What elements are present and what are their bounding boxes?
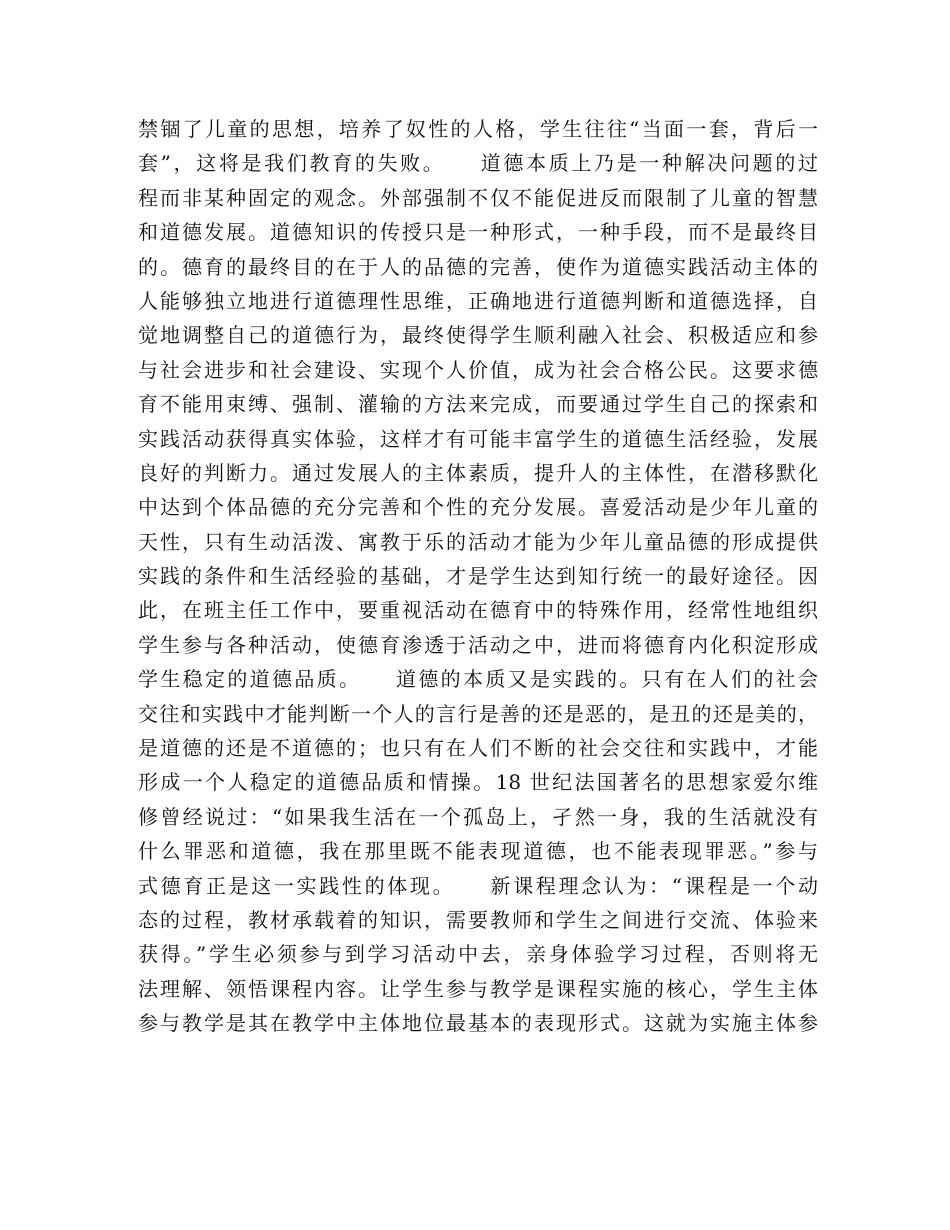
text-line: 交往和实践中才能判断一个人的言行是善的还是恶的，是丑的还是美的， (138, 701, 818, 726)
text-line: 天性，只有生动活泼、寓教于乐的活动才能为少年儿童品德的形成提供 (138, 529, 818, 554)
text-line: 式德育正是这一实践性的体现。 新课程理念认为：“课程是一个动 (138, 873, 818, 898)
text-line: 套”，这将是我们教育的失败。 道德本质上乃是一种解决问题的过 (138, 151, 818, 176)
text-line: 学生参与各种活动，使德育渗透于活动之中，进而将德育内化积淀形成 (138, 632, 818, 657)
text-line: 与社会进步和社会建设、实现个人价值，成为社会合格公民。这要求德 (138, 357, 818, 382)
text-line: 形成一个人稳定的道德品质和情操。18 世纪法国著名的思想家爱尔维 (138, 770, 818, 795)
text-line: 育不能用束缚、强制、灌输的方法来完成，而要通过学生自己的探索和 (138, 392, 818, 417)
text-line: 禁锢了儿童的思想，培养了奴性的人格，学生往往“当面一套，背后一 (138, 117, 818, 141)
text-line: 态的过程，教材承载着的知识，需要教师和学生之间进行交流、体验来 (138, 907, 818, 932)
text-line: 学生稳定的道德品质。 道德的本质又是实践的。只有在人们的社会 (138, 667, 818, 692)
text-line: 良好的判断力。通过发展人的主体素质，提升人的主体性，在潜移默化 (138, 460, 818, 485)
text-line: 修曾经说过：“如果我生活在一个孤岛上，孑然一身，我的生活就没有 (138, 804, 818, 829)
text-line: 和道德发展。道德知识的传授只是一种形式，一种手段，而不是最终目 (138, 220, 818, 245)
text-line: 此，在班主任工作中，要重视活动在德育中的特殊作用，经常性地组织 (138, 598, 818, 623)
text-line: 实践活动获得真实体验，这样才有可能丰富学生的道德生活经验，发展 (138, 426, 818, 451)
text-line: 中达到个体品德的充分完善和个性的充分发展。喜爱活动是少年儿童的 (138, 495, 818, 520)
text-line: 什么罪恶和道德，我在那里既不能表现道德，也不能表现罪恶。”参与 (138, 839, 818, 864)
body-text (138, 112, 818, 1041)
text-line: 参与教学是其在教学中主体地位最基本的表现形式。这就为实施主体参 (138, 1011, 818, 1036)
text-line: 人能够独立地进行道德理性思维，正确地进行道德判断和道德选择，自 (138, 288, 818, 313)
text-line: 是道德的还是不道德的；也只有在人们不断的社会交往和实践中，才能 (138, 736, 818, 761)
text-line: 获得。”学生必须参与到学习活动中去，亲身体验学习过程，否则将无 (138, 942, 818, 967)
text-line: 程而非某种固定的观念。外部强制不仅不能促进反而限制了儿童的智慧 (138, 185, 818, 210)
text-line: 实践的条件和生活经验的基础，才是学生达到知行统一的最好途径。因 (138, 564, 818, 589)
text-line: 的。德育的最终目的在于人的品德的完善，使作为道德实践活动主体的 (138, 254, 818, 279)
text-line: 法理解、领悟课程内容。让学生参与教学是课程实施的核心，学生主体 (138, 976, 818, 1001)
text-line: 觉地调整自己的道德行为，最终使得学生顺利融入社会、积极适应和参 (138, 323, 818, 348)
